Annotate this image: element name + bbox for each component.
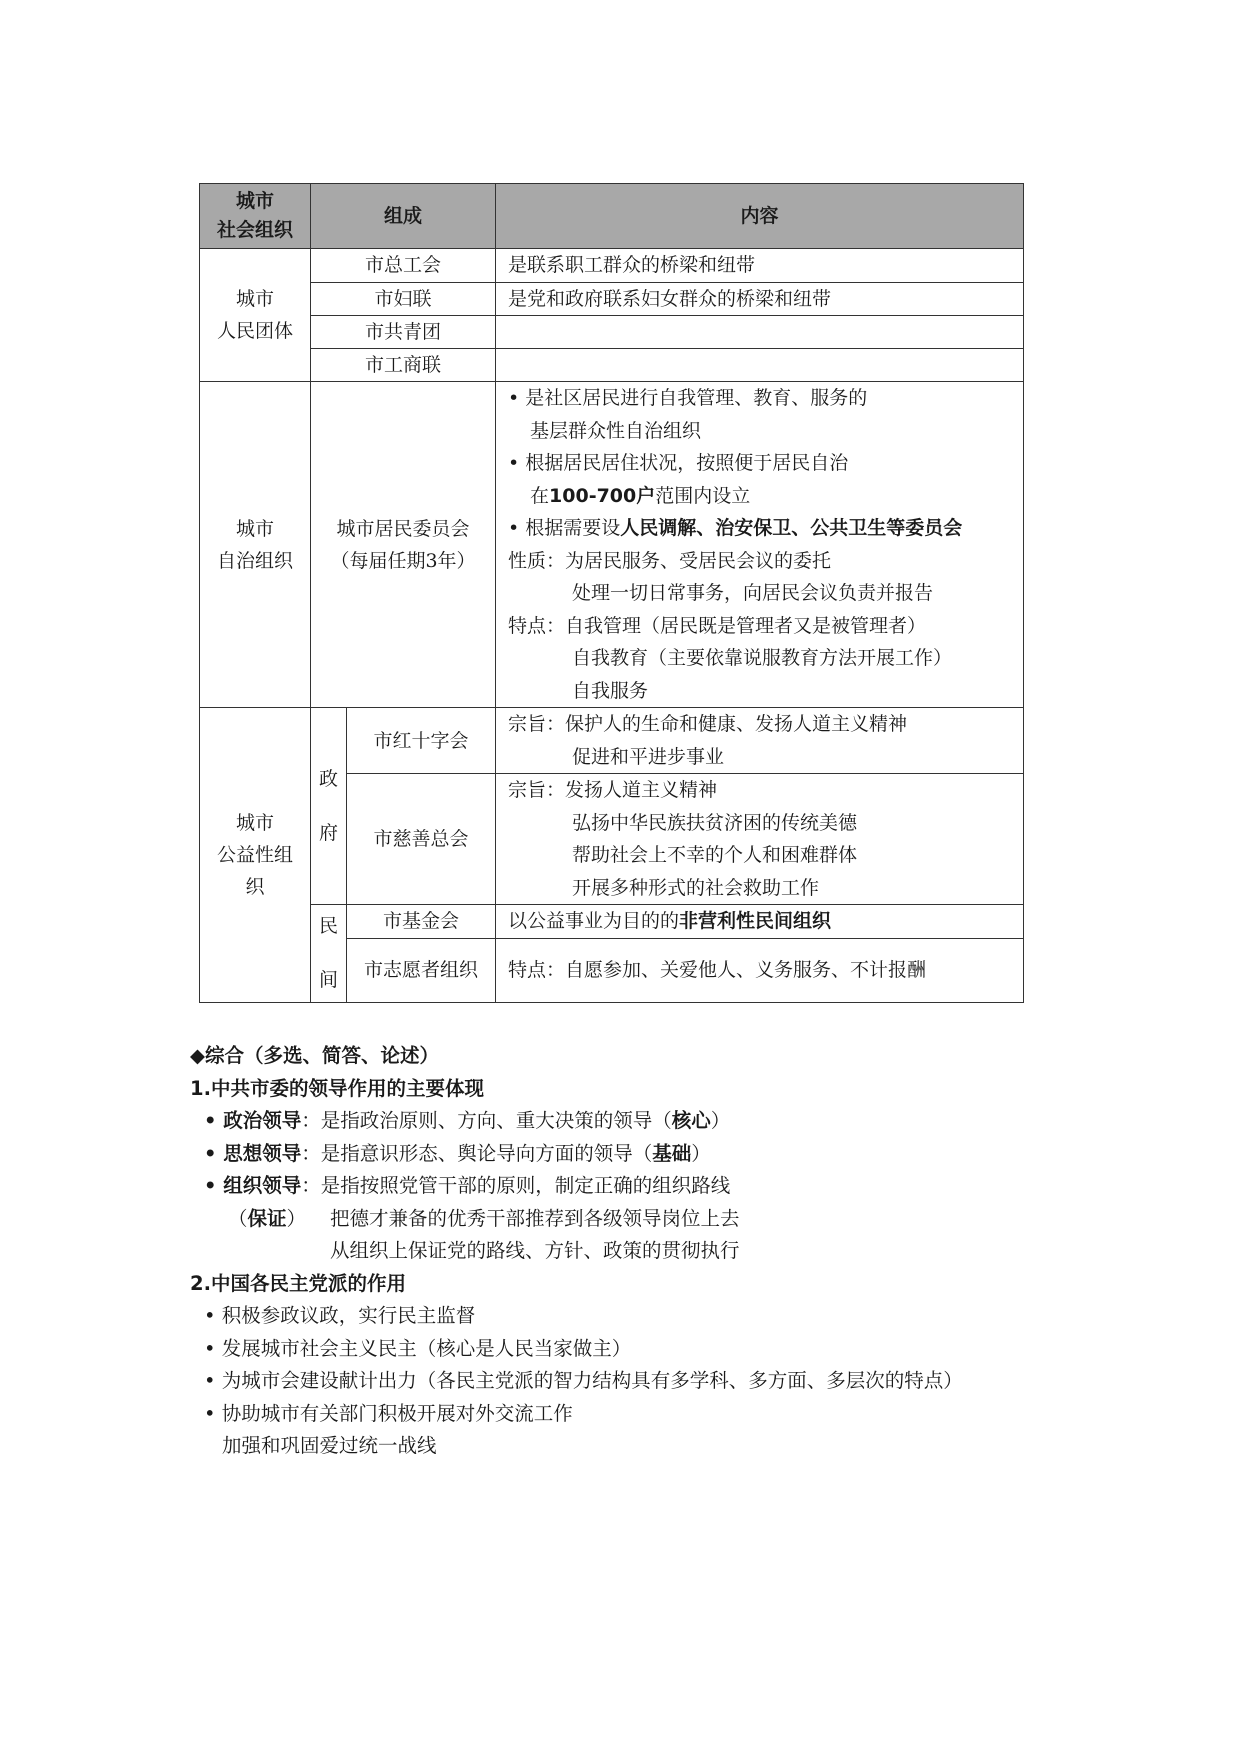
- note-line: [190, 1203, 1050, 1236]
- text-span: 从组织上保证党的路线、方针、政策的贯彻执行: [330, 1239, 740, 1262]
- org-content: [496, 316, 1024, 349]
- list-item: • 协助城市有关部门积极开展对外交流工作: [204, 1401, 573, 1425]
- list-item: • 为城市会建设献计出力（各民主党派的智力结构具有多学科、多方面、多层次的特点）: [204, 1369, 963, 1392]
- content-line: [508, 910, 831, 932]
- table-row: [200, 316, 1024, 349]
- org-name: 市共青团: [311, 316, 496, 349]
- note-line: [190, 1235, 1050, 1268]
- category-people-groups: [200, 249, 311, 382]
- table-header-row: [200, 184, 1024, 249]
- summary-notes: [190, 1040, 1050, 1463]
- content-line: 自我服务: [572, 679, 649, 702]
- bold-text: 非营利性民间组织: [679, 910, 832, 932]
- bold-text: 人民调解、治安保卫、公共卫生等委员会: [620, 517, 963, 539]
- header-content: 内容: [496, 184, 1024, 249]
- org-name: 市总工会: [311, 249, 496, 283]
- text-span: 范围内设立: [655, 484, 751, 507]
- vertical-char: 民: [318, 915, 338, 938]
- bold-text: 核心: [671, 1109, 711, 1132]
- subsection-title: 2.中国各民主党派的作用: [190, 1271, 406, 1295]
- text-span: 在: [530, 484, 550, 507]
- category-public-welfare: [200, 708, 311, 1003]
- social-organization-table: [199, 183, 1024, 1003]
- org-content: [496, 938, 1024, 1002]
- content-line: 是党和政府联系妇女群众的桥梁和纽带: [508, 287, 832, 310]
- bold-text: 基础: [652, 1141, 692, 1165]
- note-line: [190, 1170, 1050, 1203]
- org-content: [496, 708, 1024, 774]
- text-span: ）: [710, 1109, 731, 1132]
- category-line: 织: [245, 875, 265, 898]
- header-category: [200, 184, 311, 249]
- subsection-title: 1.中共市委的领导作用的主要体现: [190, 1076, 484, 1100]
- table-row: [200, 708, 1024, 774]
- content-line: 开展多种形式的社会救助工作: [572, 876, 820, 899]
- list-item: • 发展城市社会主义民主（核心是人民当家做主）: [204, 1336, 632, 1360]
- section-heading: ◆综合（多选、简答、论述）: [190, 1044, 439, 1067]
- org-content: [496, 349, 1024, 382]
- list-item-continuation: 加强和巩固爱过统一战线: [222, 1434, 437, 1457]
- category-line: 公益性组: [216, 843, 293, 866]
- note-line: [190, 1138, 1050, 1171]
- org-content: [496, 282, 1024, 316]
- content-line: 弘扬中华民族扶贫济困的传统美德: [572, 811, 858, 834]
- org-name: 市红十字会: [347, 708, 496, 774]
- org-content: [496, 905, 1024, 939]
- content-line: 特点：自我管理（居民既是管理者又是被管理者）: [508, 614, 927, 637]
- content-line: • 是社区居民进行自我管理、教育、服务的: [508, 387, 868, 409]
- text-span: • 根据需要设: [508, 517, 621, 539]
- content-line: • 根据居民居住状况，按照便于居民自治: [508, 452, 849, 474]
- org-name: 市志愿者组织: [347, 938, 496, 1002]
- table-row: [200, 249, 1024, 283]
- bold-label: • 思想领导: [204, 1141, 302, 1165]
- bold-label: • 组织领导: [204, 1174, 302, 1197]
- text-span: ）: [286, 1206, 307, 1230]
- org-name: [311, 382, 496, 708]
- org-name: 市妇联: [311, 282, 496, 316]
- content-line: 宗旨：发扬人道主义精神: [508, 779, 718, 801]
- header-composition: 组成: [311, 184, 496, 249]
- org-name: 市慈善总会: [347, 774, 496, 905]
- org-content: [496, 249, 1024, 283]
- header-category-line: 社会组织: [216, 219, 293, 241]
- bold-text: 保证: [247, 1206, 287, 1230]
- content-line: 帮助社会上不幸的个人和困难群体: [572, 844, 858, 866]
- list-item: • 积极参政议政，实行民主监督: [204, 1304, 476, 1327]
- guarantee-label: [190, 1203, 330, 1236]
- content-line: 自我教育（主要依靠说服教育方法开展工作）: [572, 647, 953, 669]
- category-line: 城市: [235, 811, 274, 834]
- org-name: 市工商联: [311, 349, 496, 382]
- vertical-char: 府: [318, 822, 338, 844]
- category-line: 城市: [235, 517, 274, 540]
- bold-label: • 政治领导: [204, 1109, 302, 1132]
- header-category-line: 城市: [235, 190, 274, 212]
- content-line: 性质：为居民服务、受居民会议的委托: [508, 549, 832, 572]
- org-name-line: 城市居民委员会: [336, 517, 470, 540]
- text-span: ：是指意识形态、舆论导向方面的领导（: [301, 1141, 653, 1165]
- text-span: （: [228, 1206, 248, 1230]
- org-content: [496, 382, 1024, 708]
- category-self-governing: [200, 382, 311, 708]
- org-name: 市基金会: [347, 905, 496, 939]
- content-line: 基层群众性自治组织: [530, 419, 702, 442]
- category-line: 城市: [235, 288, 274, 310]
- content-line: 特点：自愿参加、关爱他人、义务服务、不计报酬: [508, 958, 927, 981]
- category-line: 自治组织: [216, 549, 293, 572]
- civil-label: [311, 905, 347, 1003]
- org-content: [496, 774, 1024, 905]
- text-span: ）: [691, 1141, 711, 1165]
- table-row: [200, 382, 1024, 708]
- table-row: [200, 349, 1024, 382]
- note-line: [190, 1105, 1050, 1138]
- text-span: ：是指按照党管干部的原则，制定正确的组织路线: [301, 1174, 731, 1197]
- table-row: [200, 905, 1024, 939]
- content-line: 是联系职工群众的桥梁和纽带: [508, 254, 756, 276]
- text-span: 把德才兼备的优秀干部推荐到各级领导岗位上去: [330, 1206, 740, 1230]
- content-line: [508, 480, 1023, 513]
- text-span: ：是指政治原则、方向、重大决策的领导（: [301, 1109, 672, 1132]
- content-line: 宗旨：保护人的生命和健康、发扬人道主义精神: [508, 713, 908, 735]
- government-label: [311, 708, 347, 905]
- content-line: 促进和平进步事业: [572, 745, 725, 768]
- bold-text: 100-700户: [549, 484, 656, 507]
- text-span: 以公益事业为目的的: [508, 910, 680, 932]
- vertical-char: 政: [318, 768, 338, 790]
- content-line: 处理一切日常事务，向居民会议负责并报告: [572, 582, 934, 604]
- table-row: [200, 282, 1024, 316]
- content-line: [508, 512, 1023, 545]
- vertical-char: 间: [318, 969, 338, 992]
- category-line: 人民团体: [216, 320, 293, 342]
- org-name-line: （每届任期3年）: [330, 549, 476, 572]
